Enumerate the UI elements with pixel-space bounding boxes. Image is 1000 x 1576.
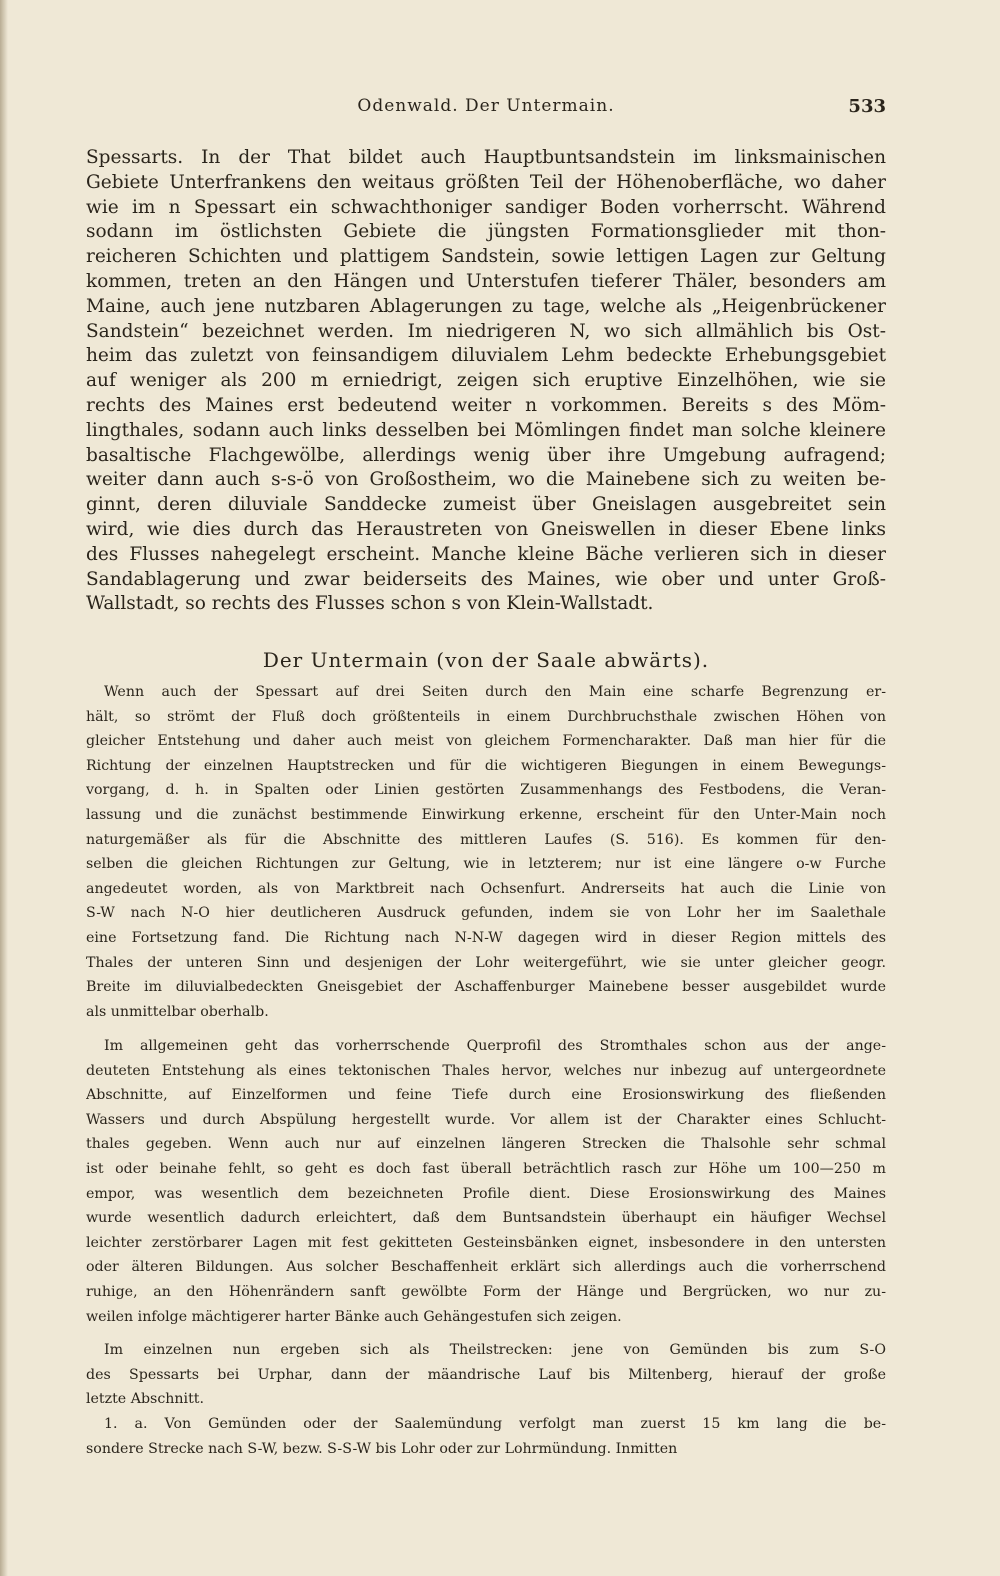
text-line: empor, was wesentlich dem bezeichneten Profile dient. Diese Erosionswirkung des Maines xyxy=(86,1185,886,1202)
text-line: Breite im diluvialbedeckten Gneisgebiet der Aschaffenburger Mainebene besser ausgebildet wurde xyxy=(86,979,886,996)
text-line: des Flusses nahegelegt erscheint. Manche kleine Bäche verlieren sich in dieser xyxy=(86,543,886,565)
paragraph-3 xyxy=(86,1338,886,1412)
text-line: selben die gleichen Richtungen zur Geltung, wie in letzterem; nur ist eine längere o-w Furche xyxy=(86,856,886,873)
text-line: weilen infolge mächtigerer harter Bänke auch Gehängestufen sich zeigen. xyxy=(86,1308,622,1325)
text-line: Gebiete Unterfrankens den weitaus größten Teil der Höhenoberfläche, wo daher xyxy=(86,171,886,193)
text-line: Thales der unteren Sinn und desjenigen der Lohr weitergeführt, wie sie unter gleicher geogr. xyxy=(86,954,886,971)
text-line: reicheren Schichten und plattigem Sandstein, sowie lettigen Lagen zur Geltung xyxy=(86,246,886,268)
text-line: Im allgemeinen geht das vorherrschende Querprofil des Stromthales schon aus der ange- xyxy=(104,1038,886,1054)
text-line: vorgang, d. h. in Spalten oder Linien gestörten Zusammenhangs des Festbodens, die Veran- xyxy=(86,782,886,799)
paragraph-2 xyxy=(86,1034,886,1329)
text-line: S-W nach N-O hier deutlicheren Ausdruck gefunden, indem sie von Lohr her im Saalethale xyxy=(86,905,886,922)
text-line: naturgemäßer als für die Abschnitte des mittleren Laufes (S. 516). Es kommen für den- xyxy=(86,831,886,848)
text-line: sondere Strecke nach S-W, bezw. S-S-W bis Lohr oder zur Lohrmündung. Inmitten xyxy=(86,1440,678,1457)
text-line: als unmittelbar oberhalb. xyxy=(86,1003,269,1020)
text-line: lassung und die zunächst bestimmende Einwirkung erkenne, erscheint für den Unter-Main noch xyxy=(86,806,886,823)
text-line: auf weniger als 200 m erniedrigt, zeigen sich eruptive Einzelhöhen, wie sie xyxy=(86,370,886,392)
text-line: Wallstadt, so rechts des Flusses schon s von Klein-Wallstadt. xyxy=(86,593,654,615)
text-line: Richtung der einzelnen Hauptstrecken und für die wichtigeren Biegungen in einem Bewegungs- xyxy=(86,757,886,774)
text-line: kommen, treten an den Hängen und Unterstufen tieferer Thäler, besonders am xyxy=(86,270,886,292)
text-line: wie im n Spessart ein schwachthoniger sandiger Boden vorherrscht. Während xyxy=(86,196,886,218)
main-paragraph xyxy=(86,146,886,617)
text-line: Abschnitte, auf Einzelformen und feine Tiefe durch eine Erosionswirkung des fließenden xyxy=(86,1087,886,1104)
text-line: ruhige, an den Höhenrändern sanft gewölbte Form der Hänge und Bergrücken, wo nur zu- xyxy=(86,1283,886,1300)
text-line: deuteten Entstehung als eines tektonischen Thales hervor, welches nur inbezug auf untergeordnete xyxy=(86,1062,886,1079)
text-line: wird, wie dies durch das Heraustreten von Gneiswellen in dieser Ebene links xyxy=(86,518,886,540)
text-line: Im einzelnen nun ergeben sich als Theilstrecken: jene von Gemünden bis zum S-O xyxy=(104,1342,886,1358)
text-line: angedeutet worden, als von Marktbreit nach Ochsenfurt. Andrerseits hat auch die Linie von xyxy=(86,880,886,897)
text-line: basaltische Flachgewölbe, allerdings wenig über ihre Umgebung aufragend; xyxy=(86,444,886,466)
text-line: oder älteren Bildungen. Aus solcher Beschaffenheit erklärt sich allerdings auch die vorherrschend xyxy=(86,1259,886,1276)
text-line: gleicher Entstehung und daher auch meist von gleichem Formencharakter. Daß man hier für die xyxy=(86,733,886,750)
page-edge-shadow xyxy=(0,0,8,1576)
text-line: des Spessarts bei Urphar, dann der mäandrische Lauf bis Miltenberg, hierauf der große xyxy=(86,1366,886,1383)
text-line: Sandstein“ bezeichnet werden. Im niedrigeren N, wo sich allmählich bis Ost- xyxy=(86,320,886,342)
paragraph-1 xyxy=(86,680,886,1024)
text-line: Maine, auch jene nutzbaren Ablagerungen zu tage, welche als „Heigenbrückener xyxy=(86,295,886,317)
text-line: 1. a. Von Gemünden oder der Saalemündung verfolgt man zuerst 15 km lang die be- xyxy=(104,1416,886,1432)
running-title: Odenwald. Der Untermain. xyxy=(357,96,615,116)
text-line: ginnt, deren diluviale Sanddecke zumeist über Gneislagen ausgebreitet sein xyxy=(86,494,886,516)
text-line: letzte Abschnitt. xyxy=(86,1391,204,1408)
page-header xyxy=(86,96,886,126)
text-line: hält, so strömt der Fluß doch größtenteils in einem Durchbruchsthale zwischen Höhen von xyxy=(86,708,886,725)
page-number: 533 xyxy=(848,96,886,117)
text-line: weiter dann auch s-s-ö von Großostheim, wo die Mainebene sich zu weiten be- xyxy=(86,469,886,491)
text-line: Wassers und durch Abspülung hergestellt wurde. Vor allem ist der Charakter eines Schlucht- xyxy=(86,1111,886,1128)
text-line: sodann im östlichsten Gebiete die jüngsten Formationsglieder mit thon- xyxy=(86,221,886,243)
text-line: lingthales, sodann auch links desselben bei Mömlingen findet man solche kleinere xyxy=(86,419,886,441)
text-line: heim das zuletzt von feinsandigem diluvialem Lehm bedeckte Erhebungsgebiet xyxy=(86,345,886,367)
paragraph-4 xyxy=(86,1412,886,1461)
text-line: wurde wesentlich dadurch erleichtert, daß dem Buntsandstein überhaupt ein häufiger Wechsel xyxy=(86,1210,886,1227)
text-line: Spessarts. In der That bildet auch Hauptbuntsandstein im linksmainischen xyxy=(86,147,886,168)
text-line: leichter zerstörbarer Lagen mit fest gekitteten Gesteinsbänken eignet, insbesondere in den untersten xyxy=(86,1234,886,1251)
text-line: Sandablagerung und zwar beiderseits des Maines, wie ober und unter Groß- xyxy=(86,568,886,590)
text-line: Wenn auch der Spessart auf drei Seiten durch den Main eine scharfe Begrenzung er- xyxy=(104,684,886,700)
text-line: ist oder beinahe fehlt, so geht es doch fast überall beträchtlich rasch zur Höhe um 100—250 m xyxy=(86,1160,886,1177)
text-line: thales gegeben. Wenn auch nur auf einzelnen längeren Strecken die Thalsohle sehr schmal xyxy=(86,1136,886,1153)
section-heading: Der Untermain (von der Saale abwärts). xyxy=(262,648,710,672)
text-line: rechts des Maines erst bedeutend weiter n vorkommen. Bereits s des Möm- xyxy=(86,394,886,416)
text-line: eine Fortsetzung fand. Die Richtung nach N-N-W dagegen wird in dieser Region mittels des xyxy=(86,929,886,946)
